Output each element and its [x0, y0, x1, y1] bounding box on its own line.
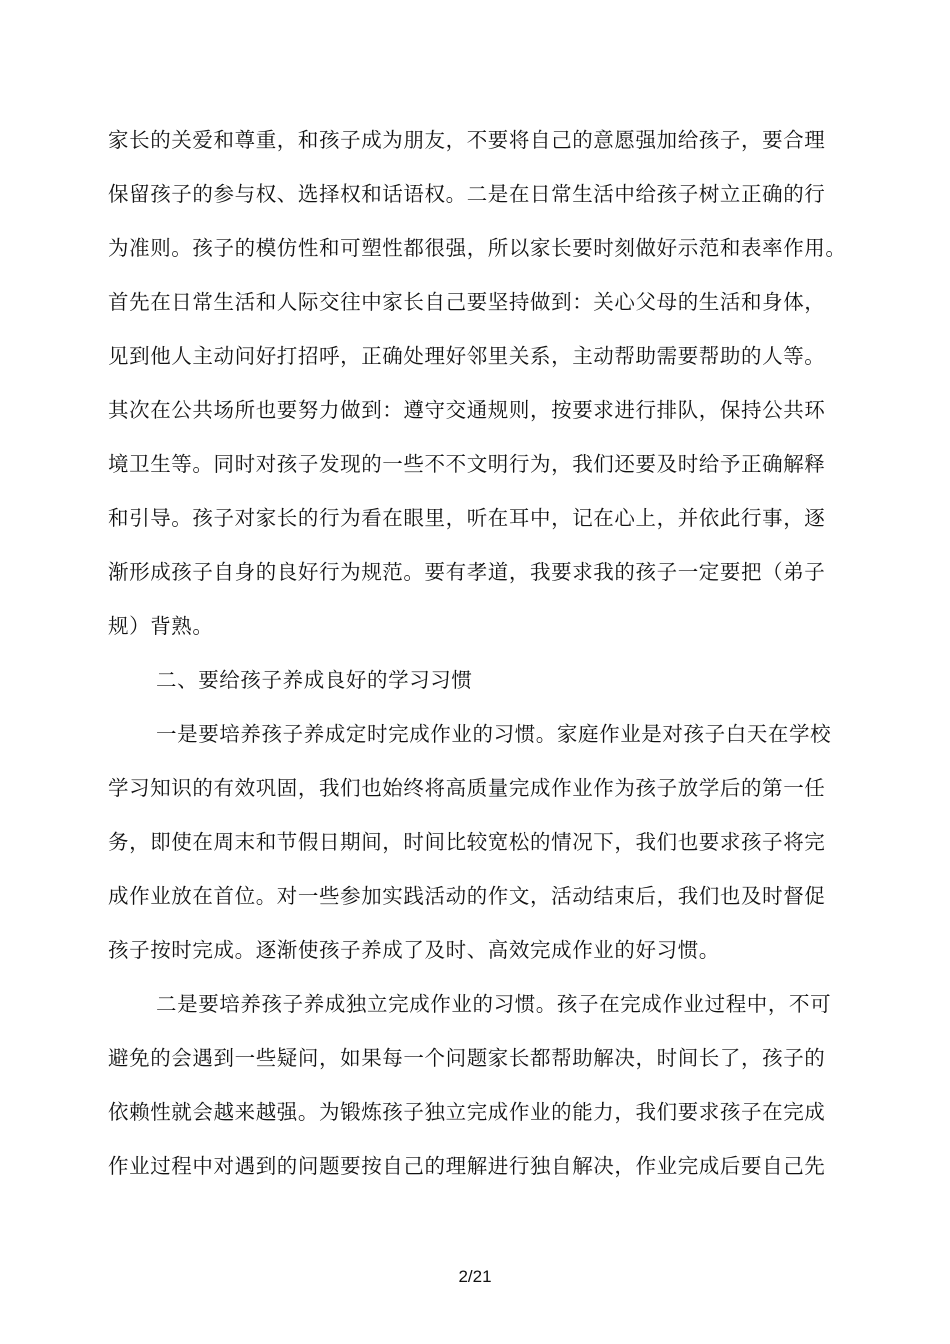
- paragraph-line: 和引导。孩子对家长的行为看在眼里，听在耳中，记在心上，并依此行事，逐: [108, 506, 826, 530]
- paragraph-line: 渐形成孩子自身的良好行为规范。要有孝道，我要求我的孩子一定要把（弟子: [108, 560, 826, 584]
- paragraph-line: 一是要培养孩子养成定时完成作业的习惯。家庭作业是对孩子白天在学校: [156, 722, 832, 746]
- section-heading: 二、要给孩子养成良好的学习习惯: [156, 668, 473, 692]
- paragraph-line: 为准则。孩子的模仿性和可塑性都很强，所以家长要时刻做好示范和表率作用。: [108, 236, 847, 260]
- paragraph-line: 首先在日常生活和人际交往中家长自己要坚持做到：关心父母的生活和身体，: [108, 290, 826, 314]
- paragraph-line: 作业过程中对遇到的问题要按自己的理解进行独自解决，作业完成后要自己先: [108, 1154, 826, 1178]
- page-number: 2/21: [458, 1267, 492, 1286]
- paragraph-line: 家长的关爱和尊重，和孩子成为朋友，不要将自己的意愿强加给孩子，要合理: [108, 128, 826, 152]
- paragraph-line: 二是要培养孩子养成独立完成作业的习惯。孩子在完成作业过程中，不可: [156, 992, 832, 1016]
- paragraph-line: 境卫生等。同时对孩子发现的一些不不文明行为，我们还要及时给予正确解释: [108, 452, 826, 476]
- paragraph-line: 成作业放在首位。对一些参加实践活动的作文，活动结束后，我们也及时督促: [108, 884, 826, 908]
- paragraph-line: 保留孩子的参与权、选择权和话语权。二是在日常生活中给孩子树立正确的行: [108, 182, 826, 206]
- paragraph-line: 见到他人主动问好打招呼，正确处理好邻里关系，主动帮助需要帮助的人等。: [108, 344, 826, 368]
- paragraph-line: 依赖性就会越来越强。为锻炼孩子独立完成作业的能力，我们要求孩子在完成: [108, 1100, 826, 1124]
- paragraph-line: 避免的会遇到一些疑问，如果每一个问题家长都帮助解决，时间长了，孩子的: [108, 1046, 826, 1070]
- paragraph-line: 务，即使在周末和节假日期间，时间比较宽松的情况下，我们也要求孩子将完: [108, 830, 826, 854]
- paragraph-line: 规）背熟。: [108, 614, 214, 638]
- paragraph-line: 孩子按时完成。逐渐使孩子养成了及时、高效完成作业的好习惯。: [108, 938, 720, 962]
- paragraph-line: 学习知识的有效巩固，我们也始终将高质量完成作业作为孩子放学后的第一任: [108, 776, 826, 800]
- paragraph-line: 其次在公共场所也要努力做到：遵守交通规则，按要求进行排队，保持公共环: [108, 398, 826, 422]
